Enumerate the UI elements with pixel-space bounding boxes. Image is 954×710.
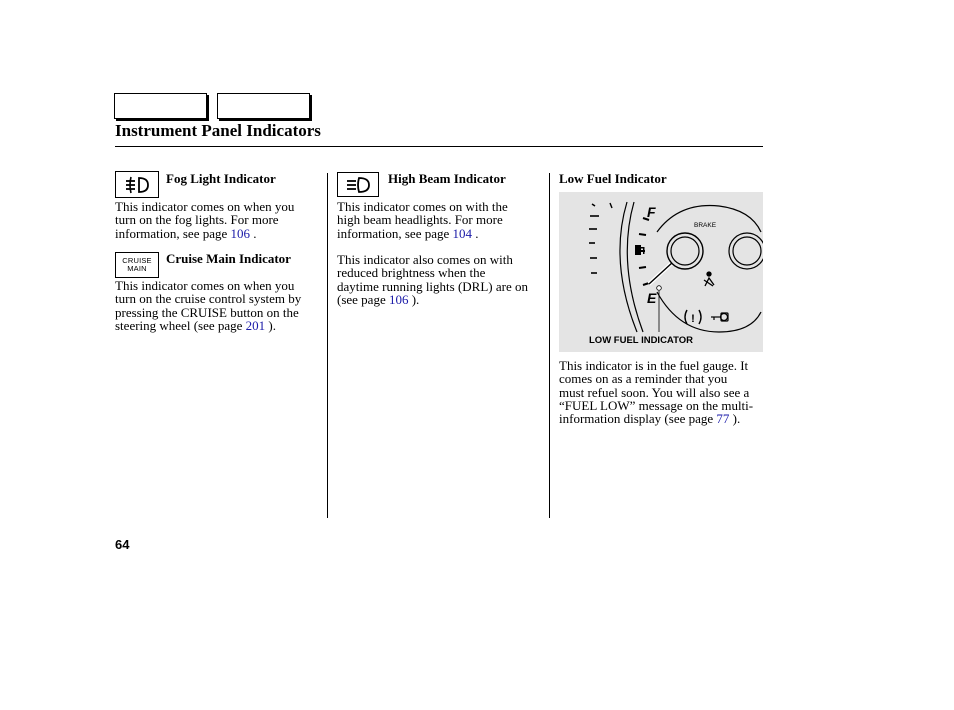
fog-light-text [115,200,294,240]
fog-light-icon [122,175,152,195]
text-line: high beam headlights. For more [337,212,503,228]
text-line: daytime running lights (DRL) are on [337,278,528,294]
fog-light-icon-box [115,171,159,198]
text-span: . [472,225,479,241]
high-beam-text-2 [337,253,528,306]
svg-text:!: ! [691,313,695,325]
text-span: information display (see page [559,411,717,427]
nav-box-previous[interactable] [114,93,207,119]
page-link-106-drl[interactable]: 106 [388,291,409,307]
cruise-main-icon-box [115,252,159,278]
low-fuel-heading: Low Fuel Indicator [559,171,667,186]
text-line: comes on as a reminder that you [559,371,728,387]
text-line: This indicator comes on when you [115,278,295,293]
cruise-main-heading: Cruise Main Indicator [166,251,291,266]
high-beam-text-1 [337,200,508,240]
high-beam-icon-box [337,172,379,197]
text-span: information, see page [115,225,231,241]
text-line: This indicator comes on when you [115,199,295,214]
seatbelt-icon [704,272,714,286]
text-span: ). [265,317,277,333]
page-link-201[interactable]: 201 [245,317,266,333]
page-link-104[interactable]: 104 [452,225,473,241]
text-line: This indicator is in the fuel gauge. It [559,358,749,373]
fuel-pump-icon [635,245,645,255]
page-number: 64 [115,537,130,552]
gauge-full-label: F [647,204,656,220]
text-span: ). [729,411,741,427]
text-line: pressing the CRUISE button on the [115,304,299,320]
fog-light-heading: Fog Light Indicator [166,171,276,186]
tire-pressure-icon [685,310,701,325]
high-beam-heading: High Beam Indicator [388,171,506,186]
cruise-icon-line: MAIN [127,264,147,273]
low-fuel-indicator-caption: LOW FUEL INDICATOR [589,335,693,346]
text-line [115,227,294,240]
text-line: turn on the fog lights. For more [115,212,279,228]
text-line: “FUEL LOW” message on the multi- [559,397,754,413]
key-icon [711,313,728,321]
text-line: must refuel soon. You will also see a [559,384,750,400]
text-line [115,319,301,332]
high-beam-icon [344,176,372,194]
page-link-77[interactable]: 77 [716,411,730,427]
column-divider-1 [327,173,328,518]
text-line: turn on the cruise control system by [115,291,302,307]
nav-box-next[interactable] [217,93,310,119]
cruise-main-icon [122,257,152,273]
low-fuel-text [559,359,753,425]
text-line [337,227,508,240]
text-span: ). [408,291,420,307]
gauge-empty-label: E [647,290,657,306]
cruise-main-text [115,279,301,332]
fuel-gauge-drawing [559,192,763,352]
fuel-gauge-illustration [559,192,763,352]
cruise-icon-line: CRUISE [122,256,152,265]
page-title: Instrument Panel Indicators [115,121,321,140]
column-divider-2 [549,173,550,518]
text-line: This indicator comes on with the [337,199,508,214]
text-line [559,412,753,425]
text-span: information, see page [337,225,453,241]
text-line: This indicator also comes on with [337,252,513,267]
title-rule [115,146,763,147]
page-link-106[interactable]: 106 [230,225,251,241]
text-span: . [250,225,257,241]
text-line [337,293,528,306]
gauge-brake-label: BRAKE [694,222,717,229]
text-span: steering wheel (see page [115,317,246,333]
text-span: (see page [337,291,389,307]
text-line: reduced brightness when the [337,265,486,281]
